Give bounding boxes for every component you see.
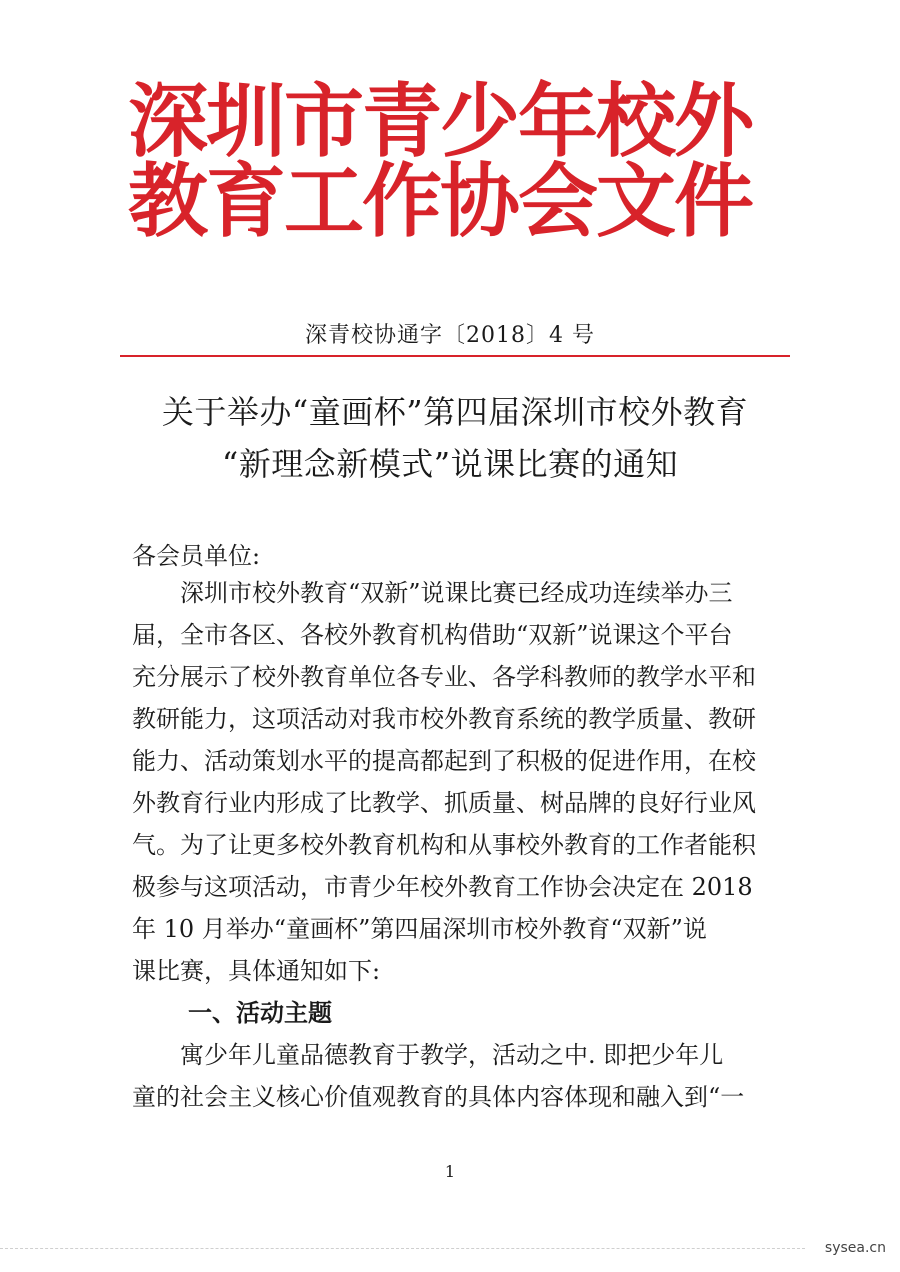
document-number: 深青校协通字〔2018〕4 号 xyxy=(305,323,595,348)
body-line: 气。为了让更多校外教育机构和从事校外教育的工作者能积 xyxy=(132,831,756,859)
page-number: 1 xyxy=(444,1162,456,1181)
header-title-line1: 深圳市青少年校外 xyxy=(128,75,752,168)
body-line: 能力、活动策划水平的提高都起到了积极的促进作用，在校 xyxy=(132,747,756,775)
section-heading-1: 一、活动主题 xyxy=(188,999,332,1027)
body-line: 届，全市各区、各校外教育机构借助“双新”说课这个平台 xyxy=(132,621,733,649)
footer-dotted-rule xyxy=(0,1248,805,1249)
body-line: 年 10 月举办“童画杯”第四届深圳市校外教育“双新”说 xyxy=(132,915,707,943)
salutation: 各会员单位: xyxy=(132,542,261,570)
red-divider xyxy=(120,355,790,357)
section-body-line: 童的社会主义核心价值观教育的具体内容体现和融入到“一 xyxy=(132,1083,745,1111)
body-line: 充分展示了校外教育单位各专业、各学科教师的教学水平和 xyxy=(132,663,756,691)
header-title-line2: 教育工作协会文件 xyxy=(128,155,752,248)
body-line: 深圳市校外教育“双新”说课比赛已经成功连续举办三 xyxy=(132,579,733,607)
body-line: 极参与这项活动，市青少年校外教育工作协会决定在 2018 xyxy=(132,873,753,901)
body-line: 教研能力，这项活动对我市校外教育系统的教学质量、教研 xyxy=(132,705,756,733)
notice-title-line1: 关于举办“童画杯”第四届深圳市校外教育 xyxy=(161,393,749,431)
body-line: 课比赛，具体通知如下: xyxy=(132,957,381,985)
body-line: 外教育行业内形成了比教学、抓质量、树品牌的良好行业风 xyxy=(132,789,756,817)
section-body-line: 寓少年儿童品德教育于教学，活动之中. 即把少年儿 xyxy=(132,1041,724,1069)
notice-title-line2: “新理念新模式”说课比赛的通知 xyxy=(221,445,679,483)
watermark-text: sysea.cn xyxy=(824,1240,886,1256)
